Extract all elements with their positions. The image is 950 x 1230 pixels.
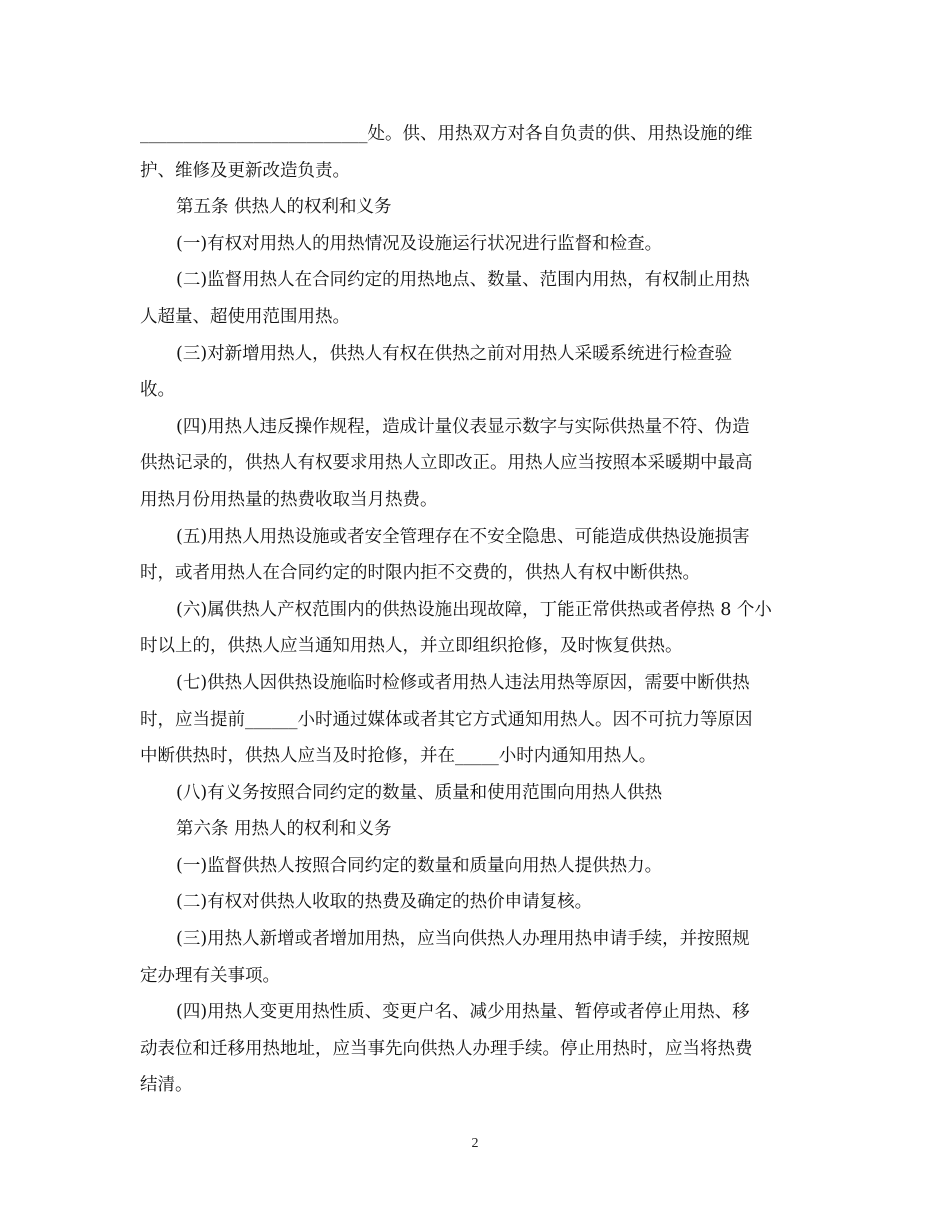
text-line: 收。: [140, 380, 175, 401]
text-line: 时以上的，供热人应当通知用热人，并立即组织抢修，及时恢复供热。: [140, 636, 683, 657]
page-number: 2: [471, 1136, 479, 1151]
text-line: 时，应当提前______小时通过媒体或者其它方式通知用热人。因不可抗力等原因: [140, 709, 753, 730]
document-body: [140, 116, 812, 1104]
text-line: (八)有义务按照合同约定的数量、质量和使用范围向用热人供热: [176, 782, 663, 803]
text-line: (五)用热人用热设施或者安全管理存在不安全隐患、可能造成供热设施损害: [176, 526, 750, 547]
text-line: (六)属供热人产权范围内的供热设施出现故障，丁能正常供热或者停热 8 个小: [176, 599, 772, 620]
text-line: (三)用热人新增或者增加用热，应当向供热人办理用热申请手续，并按照规: [176, 929, 750, 950]
text-line: 第五条 供热人的权利和义务: [176, 197, 392, 218]
text-line: __________________________处。供、用热双方对各自负责的供、用热设施的维: [140, 124, 753, 144]
text-line: 时，或者用热人在合同约定的时限内拒不交费的，供热人有权中断供热。: [140, 563, 700, 584]
text-line: (三)对新增用热人，供热人有权在供热之前对用热人采暖系统进行检查验: [176, 343, 733, 364]
text-line: (四)用热人变更用热性质、变更户名、减少用热量、暂停或者停止用热、移: [176, 1002, 750, 1023]
text-line: 动表位和迁移用热地址，应当事先向供热人办理手续。停止用热时，应当将热费: [140, 1038, 753, 1059]
text-line: (四)用热人违反操作规程，造成计量仪表显示数字与实际供热量不符、伪造: [176, 416, 750, 437]
text-line: 护、维修及更新改造负责。: [140, 160, 350, 181]
text-line: 定办理有关事项。: [140, 965, 280, 986]
text-line: (二)有权对供热人收取的热费及确定的热价申请复核。: [176, 892, 593, 913]
text-line: 第六条 用热人的权利和义务: [176, 819, 392, 840]
text-line: (一)监督供热人按照合同约定的数量和质量向用热人提供热力。: [176, 855, 663, 876]
text-line: 用热月份用热量的热费收取当月热费。: [140, 489, 438, 510]
text-line: 供热记录的，供热人有权要求用热人立即改正。用热人应当按照本采暖期中最高: [140, 453, 753, 474]
text-line: 结清。: [140, 1075, 193, 1096]
text-line: 人超量、超使用范围用热。: [140, 306, 350, 327]
text-line: (七)供热人因供热设施临时检修或者用热人违法用热等原因，需要中断供热: [176, 672, 750, 693]
text-line: (二)监督用热人在合同约定的用热地点、数量、范围内用热，有权制止用热: [176, 270, 750, 291]
text-line: (一)有权对用热人的用热情况及设施运行状况进行监督和检查。: [176, 233, 663, 254]
text-line: 中断供热时，供热人应当及时抢修，并在_____小时内通知用热人。: [140, 746, 657, 767]
